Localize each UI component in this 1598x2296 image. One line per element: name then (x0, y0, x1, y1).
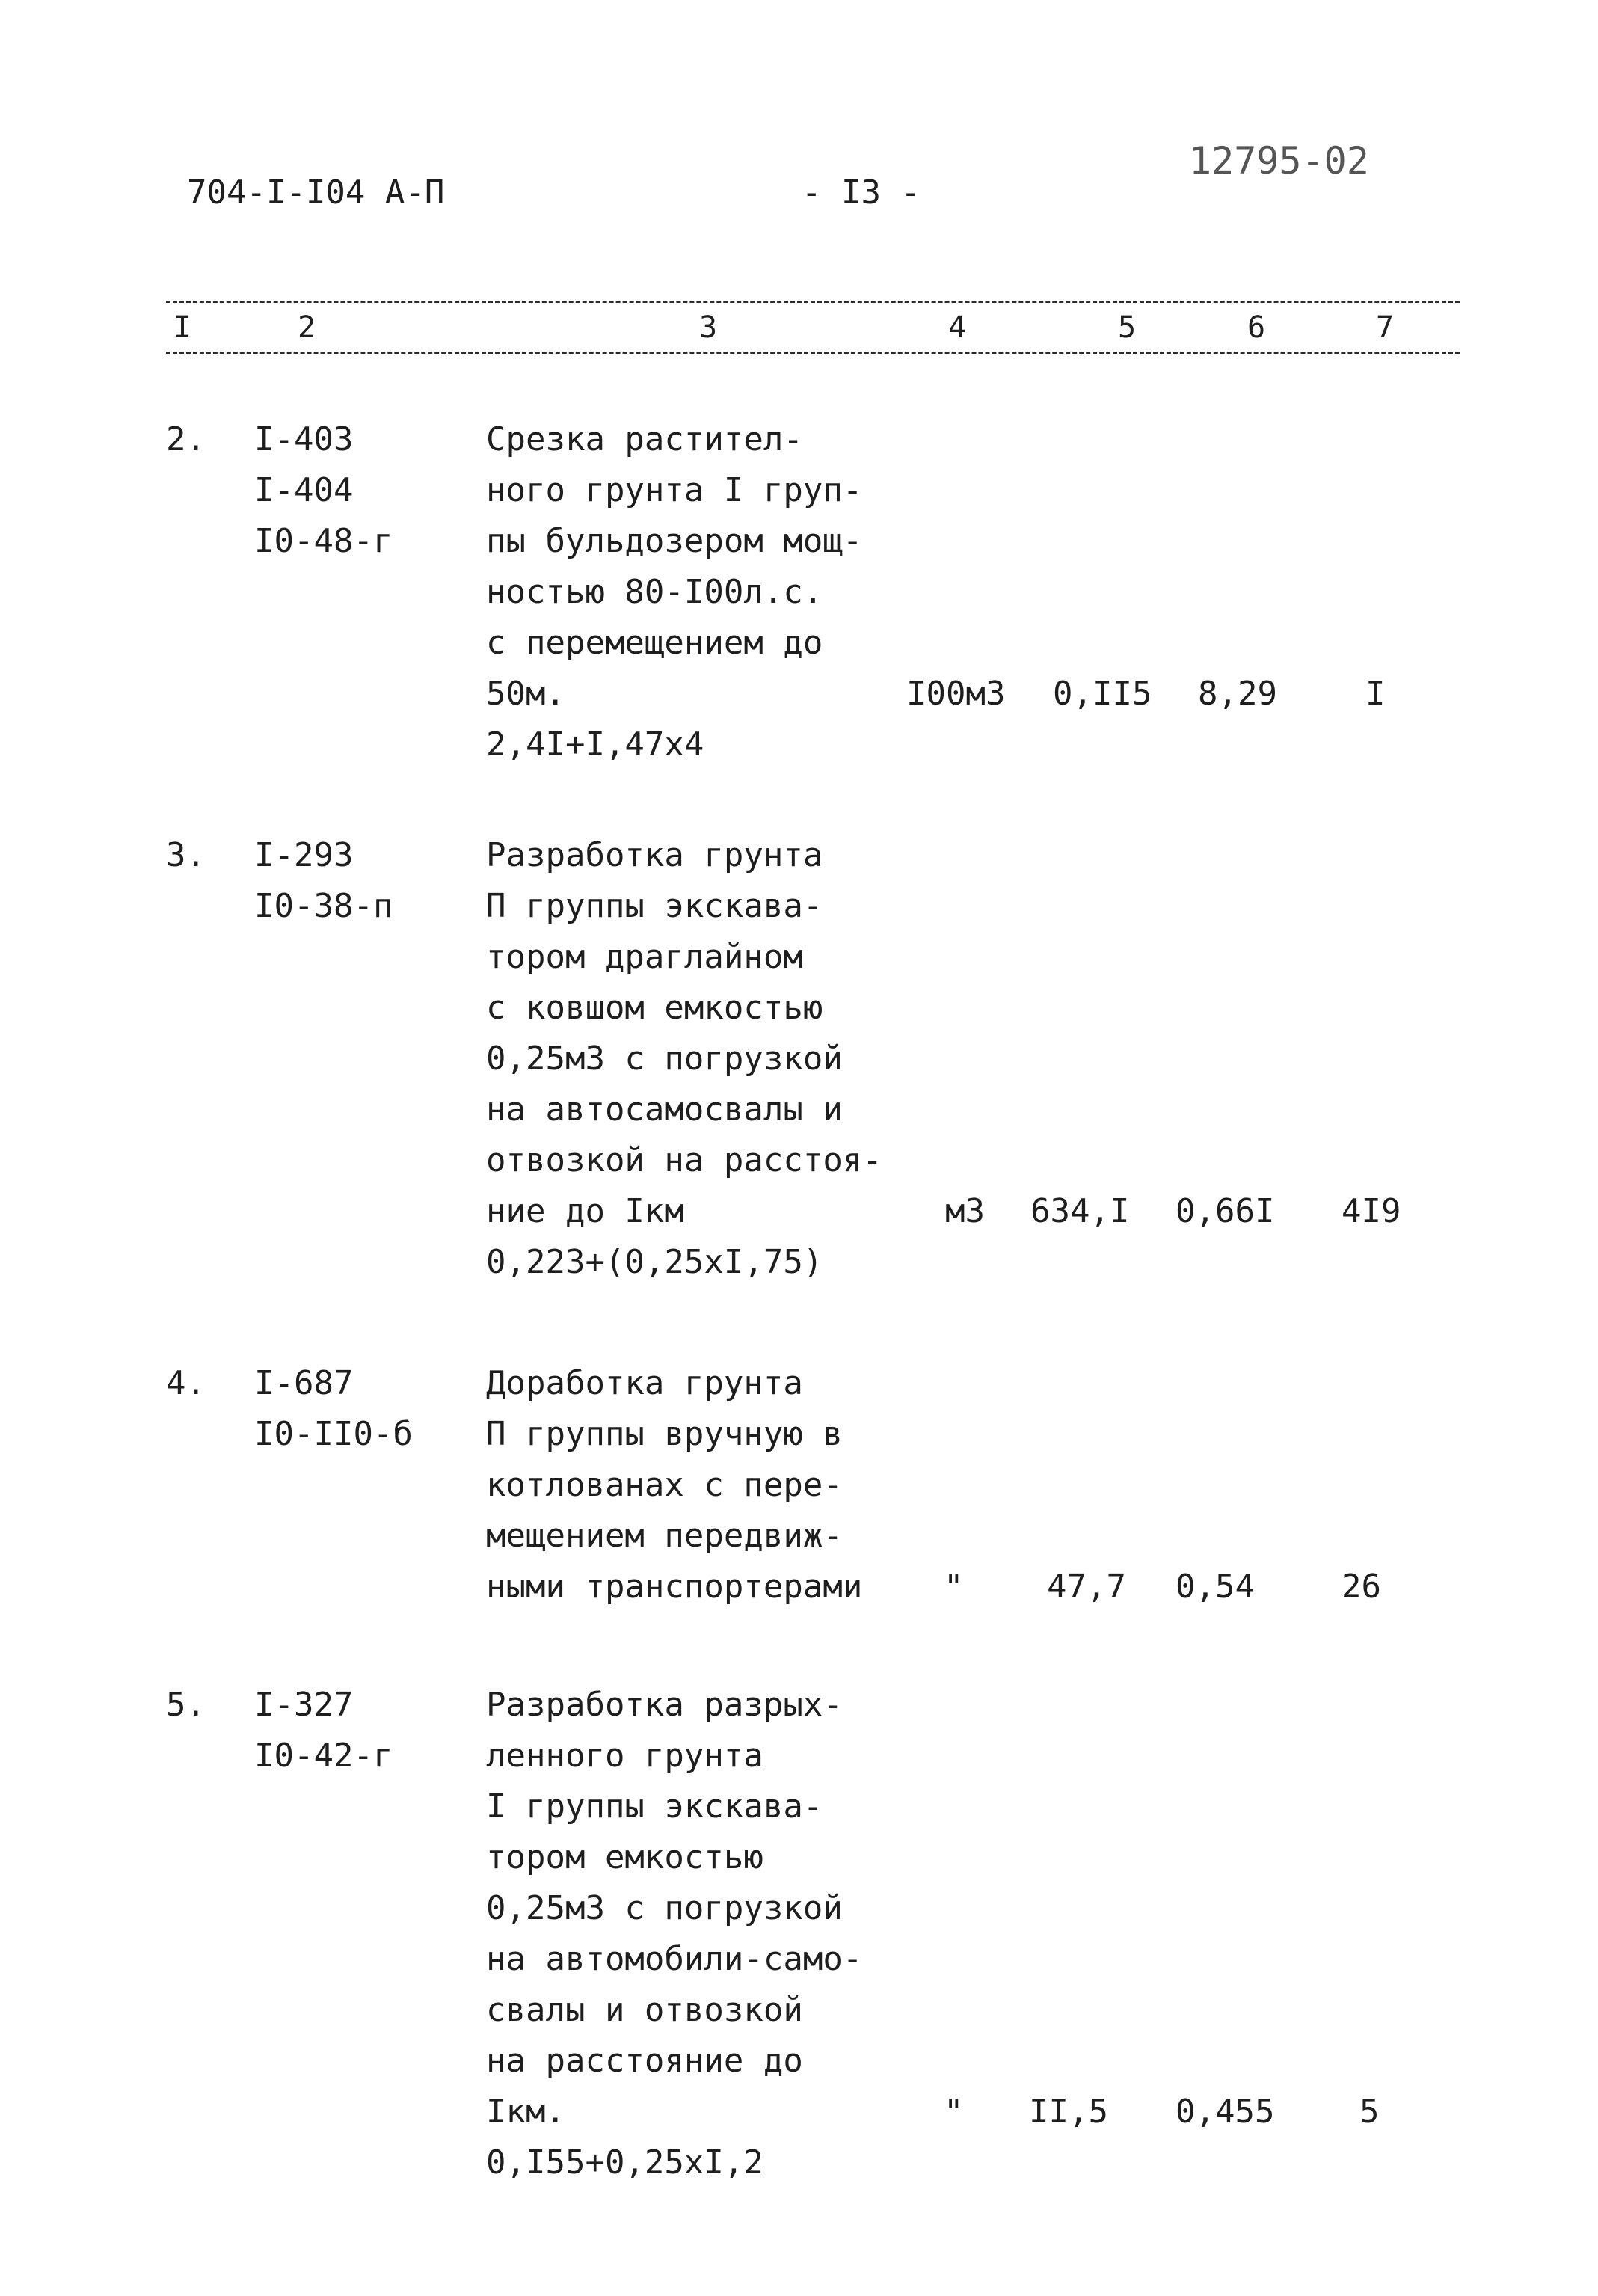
row-desc-line: с перемещением до (486, 624, 823, 662)
row-desc-line: ние до Iкм (486, 1192, 684, 1230)
document-code: 704-I-I04 А-П (187, 174, 445, 212)
row-total: 26 (1342, 1568, 1381, 1606)
header-rule-top (166, 301, 1460, 303)
row-code-3: I0-48-г (254, 522, 393, 560)
row-norm: 8,29 (1198, 675, 1277, 713)
row-total: 4I9 (1342, 1192, 1401, 1230)
row-desc-line: Доработка грунта (486, 1364, 803, 1402)
row-desc-line: Разработка разрых- (486, 1686, 843, 1724)
column-number-1: I (173, 310, 192, 345)
row-quantity: 47,7 (1047, 1568, 1126, 1606)
row-total: 5 (1359, 2093, 1380, 2131)
row-desc-line: П группы экскава- (486, 887, 823, 925)
row-norm: 0,66I (1176, 1192, 1275, 1230)
row-total: I (1365, 675, 1386, 713)
row-number: 4. (166, 1364, 206, 1402)
row-desc-line: 0,I55+0,25xI,2 (486, 2143, 763, 2182)
header-rule-bottom (166, 352, 1460, 354)
row-code-2: I0-42-г (254, 1737, 393, 1775)
row-desc-line: на расстояние до (486, 2042, 803, 2080)
column-number-2: 2 (298, 310, 316, 345)
row-desc-line: отвозкой на расстоя- (486, 1141, 882, 1179)
column-number-7: 7 (1376, 310, 1395, 345)
row-desc-line: пы бульдозером мощ- (486, 522, 863, 560)
row-desc-line: 2,4I+I,47x4 (486, 725, 704, 764)
row-desc-line: ностью 80-I00л.с. (486, 573, 823, 611)
row-quantity: II,5 (1029, 2093, 1108, 2131)
row-desc-line: котлованах с пере- (486, 1466, 843, 1504)
row-desc-line: Срезка растител- (486, 420, 803, 458)
row-desc-line: на автосамосвалы и (486, 1090, 843, 1129)
row-desc-line: П группы вручную в (486, 1415, 843, 1453)
row-number: 2. (166, 420, 206, 458)
row-unit: " (944, 1568, 964, 1606)
row-code-1: I-403 (254, 420, 354, 458)
column-number-3: 3 (699, 310, 718, 345)
row-unit: I00м3 (906, 675, 1006, 713)
row-desc-line: Iкм. (486, 2093, 565, 2131)
page-number: - I3 - (802, 174, 921, 212)
row-desc-line: 0,25м3 с погрузкой (486, 1040, 843, 1078)
row-number: 3. (166, 836, 206, 874)
row-desc-line: Разработка грунта (486, 836, 823, 874)
row-quantity: 0,II5 (1053, 675, 1152, 713)
row-code-1: I-293 (254, 836, 354, 874)
row-desc-line: ного грунта I груп- (486, 471, 863, 509)
row-unit: м3 (945, 1192, 985, 1230)
row-norm: 0,455 (1176, 2093, 1275, 2131)
row-code-2: I0-38-п (254, 887, 393, 925)
row-quantity: 634,I (1030, 1192, 1130, 1230)
column-number-6: 6 (1247, 310, 1266, 345)
row-number: 5. (166, 1686, 206, 1724)
row-desc-line: мещением передвиж- (486, 1517, 843, 1555)
row-desc-line: ными транспортерами (486, 1568, 863, 1606)
row-desc-line: 0,25м3 с погрузкой (486, 1889, 843, 1927)
row-desc-line: тором емкостью (486, 1838, 763, 1876)
row-code-2: I0-II0-б (254, 1415, 413, 1453)
row-desc-line: 50м. (486, 675, 565, 713)
column-number-5: 5 (1118, 310, 1137, 345)
row-norm: 0,54 (1176, 1568, 1255, 1606)
row-code-2: I-404 (254, 471, 354, 509)
row-code-1: I-327 (254, 1686, 354, 1724)
row-desc-line: на автомобили-само- (486, 1940, 863, 1978)
row-desc-line: ленного грунта (486, 1737, 763, 1775)
row-desc-line: 0,223+(0,25xI,75) (486, 1243, 823, 1281)
row-unit: " (944, 2093, 964, 2131)
column-number-4: 4 (948, 310, 967, 345)
row-desc-line: с ковшом емкостью (486, 989, 823, 1027)
row-code-1: I-687 (254, 1364, 354, 1402)
row-desc-line: I группы экскава- (486, 1787, 823, 1826)
row-desc-line: тором драглайном (486, 938, 803, 976)
row-desc-line: свалы и отвозкой (486, 1991, 803, 2029)
archive-stamp: 12795-02 (1189, 139, 1369, 182)
